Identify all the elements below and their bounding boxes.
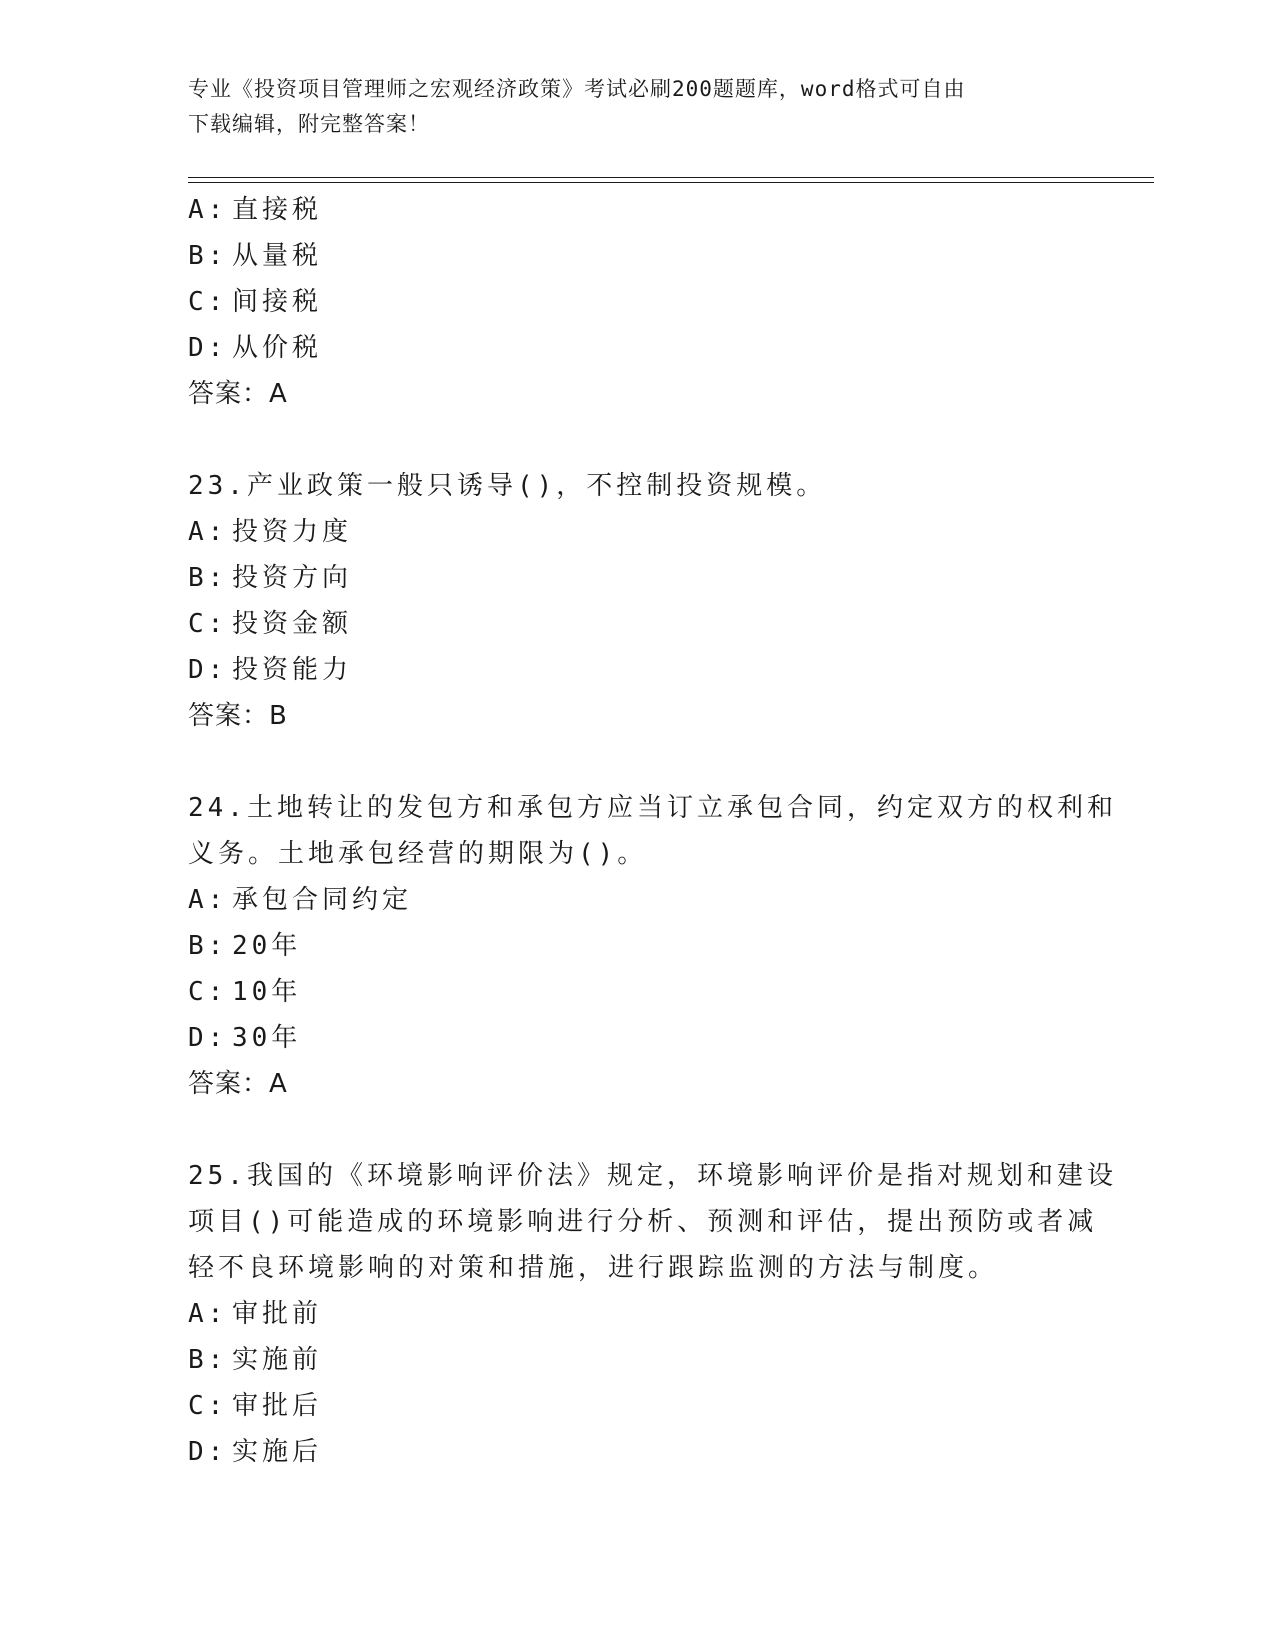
answer-line: 答案：B bbox=[188, 701, 288, 731]
option-text: 审批前 bbox=[232, 1299, 323, 1329]
option-b bbox=[188, 555, 1088, 601]
header-divider-top bbox=[188, 177, 1154, 178]
option-b bbox=[188, 923, 1088, 969]
option-key: B: bbox=[188, 931, 228, 961]
answer-line: 答案：A bbox=[188, 379, 288, 409]
option-text: 承包合同约定 bbox=[232, 885, 413, 915]
stem-line: 义务。土地承包经营的期限为()。 bbox=[188, 839, 648, 869]
option-a bbox=[188, 877, 1088, 923]
option-text: 实施后 bbox=[232, 1437, 323, 1467]
option-key: D: bbox=[188, 333, 228, 363]
question-spacer bbox=[188, 1107, 1088, 1153]
question-stem bbox=[188, 785, 1117, 877]
option-key: C: bbox=[188, 287, 228, 317]
option-key: B: bbox=[188, 1345, 228, 1375]
option-d bbox=[188, 1429, 1088, 1475]
stem-line: 25.我国的《环境影响评价法》规定，环境影响评价是指对规划和建设 bbox=[188, 1161, 1117, 1191]
option-d bbox=[188, 325, 1088, 371]
option-a bbox=[188, 1291, 1088, 1337]
option-key: C: bbox=[188, 1391, 228, 1421]
option-key: A: bbox=[188, 1299, 228, 1329]
option-text: 10年 bbox=[232, 977, 302, 1007]
answer-line: 答案：A bbox=[188, 1069, 288, 1099]
stem-line: 24.土地转让的发包方和承包方应当订立承包合同，约定双方的权利和 bbox=[188, 793, 1117, 823]
option-key: B: bbox=[188, 563, 228, 593]
option-key: C: bbox=[188, 977, 228, 1007]
option-text: 从量税 bbox=[232, 241, 323, 271]
option-a bbox=[188, 509, 1088, 555]
question-24-block bbox=[188, 785, 1117, 1107]
question-22-block bbox=[188, 187, 1088, 417]
option-text: 投资力度 bbox=[232, 517, 353, 547]
header-line-1: 专业《投资项目管理师之宏观经济政策》考试必刷200题题库，word格式可自由 bbox=[188, 77, 966, 101]
option-key: D: bbox=[188, 1437, 228, 1467]
option-key: B: bbox=[188, 241, 228, 271]
option-b bbox=[188, 1337, 1088, 1383]
stem-line: 轻不良环境影响的对策和措施，进行跟踪监测的方法与制度。 bbox=[188, 1253, 999, 1283]
option-key: D: bbox=[188, 1023, 228, 1053]
question-25-block bbox=[188, 1153, 1117, 1475]
option-text: 投资能力 bbox=[232, 655, 353, 685]
question-23-block bbox=[188, 463, 1088, 739]
stem-line: 项目()可能造成的环境影响进行分析、预测和评估，提出预防或者减 bbox=[188, 1207, 1098, 1237]
option-key: A: bbox=[188, 885, 228, 915]
option-c bbox=[188, 1383, 1088, 1429]
option-a bbox=[188, 187, 1088, 233]
question-stem bbox=[188, 1153, 1117, 1291]
option-d bbox=[188, 647, 1088, 693]
option-text: 投资方向 bbox=[232, 563, 353, 593]
option-key: C: bbox=[188, 609, 228, 639]
option-c bbox=[188, 969, 1088, 1015]
option-key: A: bbox=[188, 195, 228, 225]
option-text: 从价税 bbox=[232, 333, 323, 363]
question-content bbox=[188, 187, 1117, 1475]
option-text: 间接税 bbox=[232, 287, 323, 317]
option-b bbox=[188, 233, 1088, 279]
stem-line: 23.产业政策一般只诱导()，不控制投资规模。 bbox=[188, 471, 827, 501]
question-stem bbox=[188, 463, 1088, 509]
question-spacer bbox=[188, 739, 1088, 785]
option-text: 投资金额 bbox=[232, 609, 353, 639]
question-spacer bbox=[188, 417, 1088, 463]
option-text: 20年 bbox=[232, 931, 302, 961]
option-key: A: bbox=[188, 517, 228, 547]
option-text: 30年 bbox=[232, 1023, 302, 1053]
option-c bbox=[188, 279, 1088, 325]
option-text: 实施前 bbox=[232, 1345, 323, 1375]
header-line-2: 下载编辑，附完整答案！ bbox=[188, 112, 430, 136]
header-divider-bottom bbox=[188, 182, 1154, 183]
option-text: 审批后 bbox=[232, 1391, 323, 1421]
document-header bbox=[188, 72, 1088, 142]
option-key: D: bbox=[188, 655, 228, 685]
option-c bbox=[188, 601, 1088, 647]
option-text: 直接税 bbox=[232, 195, 323, 225]
option-d bbox=[188, 1015, 1088, 1061]
